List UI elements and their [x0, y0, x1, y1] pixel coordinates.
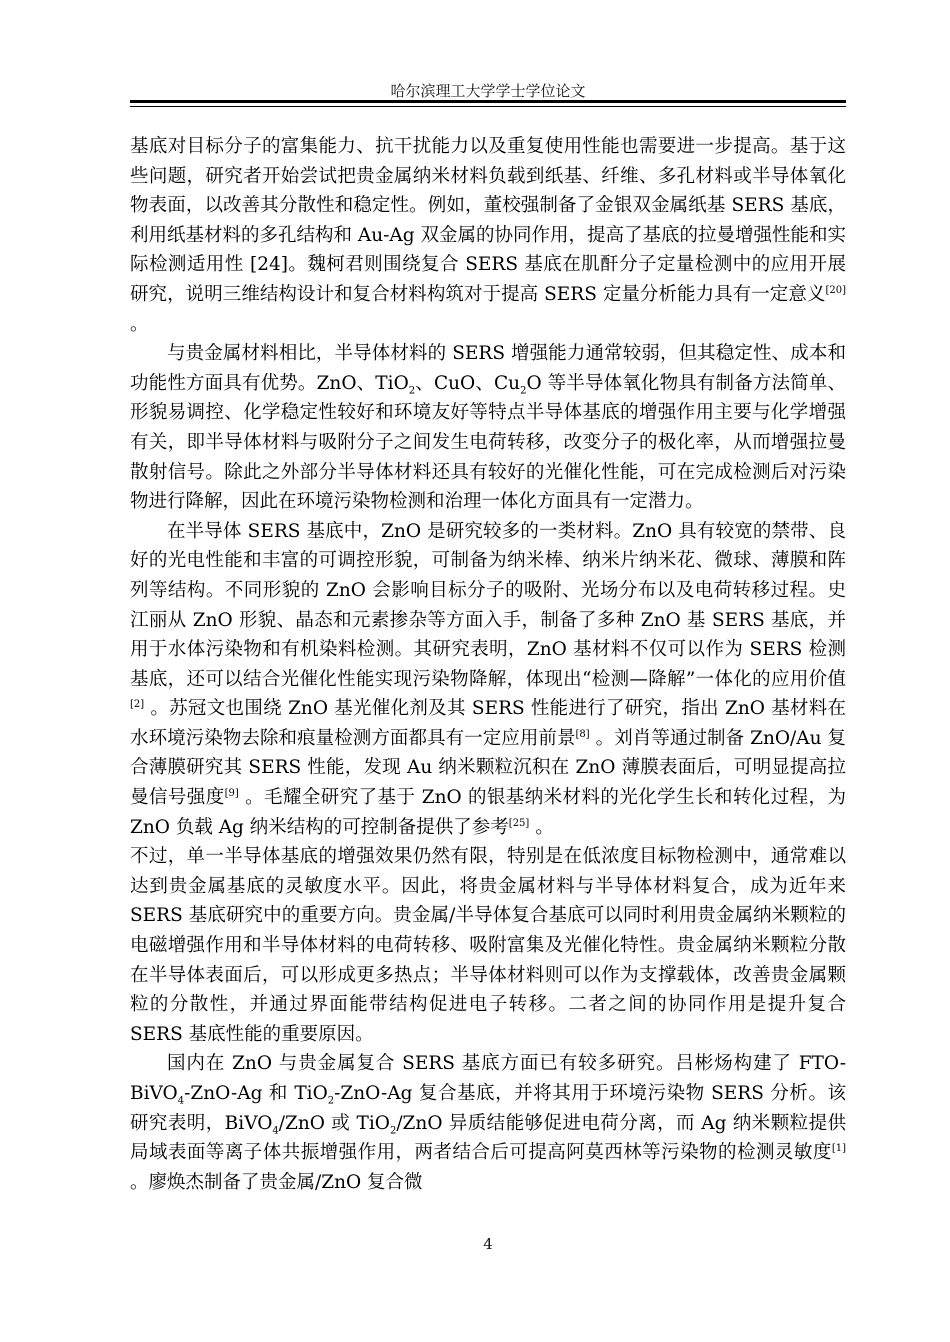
text-run: 国内在 ZnO 与贵金属复合 SERS 基底方面已有较多研究。吕彬炀构建了 FTO-BiVO	[130, 1053, 846, 1104]
subscript: 4	[272, 1125, 279, 1137]
header-rule-thin	[130, 106, 846, 107]
subscript: 2	[327, 1095, 335, 1107]
text-run: 。	[529, 816, 554, 838]
text-run: 。廖焕杰制备了贵金属/ZnO 复合微	[130, 1171, 423, 1193]
text-run: 。	[130, 313, 149, 335]
subscript: 4	[177, 1095, 185, 1107]
running-header: 哈尔滨理工大学学士学位论文	[390, 82, 586, 100]
header-rule-thick	[130, 100, 846, 103]
text-run: 基底对目标分子的富集能力、抗干扰能力以及重复使用性能也需要进一步提高。基于这些问题，研究者开始尝试把贵金属纳米材料负载到纸基、纤维、多孔材料或半导体氧化物表面，以改善其分散性和稳定性。例如，董校强制备了金银双金属纸基 SERS 基底，利用纸基材料的多孔结构和 Au-Ag 双金属的协同作用，提高了基底的拉曼增强性能和实际检测适用性 [24]。魏柯君则围绕复合 SERS 基底在肌酐分子定量检测中的应用开展研究，说明三维结构设计和复合材料构筑对于提高 SERS 定量分析能力具有一定意义	[130, 136, 846, 305]
citation-superscript: [8]	[575, 728, 590, 740]
paragraph	[130, 132, 846, 339]
subscript: 2	[408, 385, 416, 397]
text-run: -ZnO-Ag 复合基底，并将其用于环境污染物 SERS 分析。该研究表明，BiVO	[130, 1083, 846, 1134]
citation-superscript: [9]	[224, 787, 239, 799]
text-run: 不过，单一半导体基底的增强效果仍然有限，特别是在低浓度目标物检测中，通常难以达到贵金属基底的灵敏度水平。因此，将贵金属材料与半导体材料复合，成为近年来 SERS 基底研究中的重要方向。贵金属/半导体复合基底可以同时利用贵金属纳米颗粒的电磁增强作用和半导体材料的电荷转移、吸附富集及光催化特性。贵金属纳米颗粒分散在半导体表面后，可以形成更多热点；半导体材料则可以作为支撑载体，改善贵金属颗粒的分散性，并通过界面能带结构促进电子转移。二者之间的协同作用是提升复合 SERS 基底性能的重要原因。	[130, 846, 846, 1045]
paragraph	[130, 339, 846, 517]
citation-superscript: [1]	[831, 1143, 846, 1155]
paragraph	[130, 842, 846, 1049]
paragraph	[130, 1049, 846, 1197]
paragraph	[130, 517, 846, 843]
citation-superscript: [2]	[130, 699, 145, 711]
text-run: 在半导体 SERS 基底中，ZnO 是研究较多的一类材料。ZnO 具有较宽的禁带、良好的光电性能和丰富的可调控形貌，可制备为纳米棒、纳米片纳米花、微球、薄膜和阵列等结构。不同形貌的 ZnO 会影响目标分子的吸附、光场分布以及电荷转移过程。史江丽从 ZnO 形貌、晶态和元素掺杂等方面入手，制备了多种 ZnO 基 SERS 基底，并用于水体污染物和有机染料检测。其研究表明，ZnO 基材料不仅可以作为 SERS 检测基底，还可以结合光催化性能实现污染物降解，体现出“检测—降解”一体化的应用价值	[130, 520, 846, 690]
citation-superscript: [20]	[825, 284, 846, 296]
text-run: 。毛耀全研究了基于 ZnO 的银基纳米材料的光化学生长和转化过程，为 ZnO 负载 Ag 纳米结构的可控制备提供了参考	[130, 787, 846, 838]
text-run: 。刘肖等通过制备 ZnO/Au 复合薄膜研究其 SERS 性能，发现 Au 纳米颗粒沉积在 ZnO 薄膜表面后，可明显提高拉曼信号强度	[130, 727, 846, 809]
text-run: 、CuO、Cu	[415, 372, 521, 394]
body-text	[130, 132, 846, 1197]
text-run: 。苏冠文也围绕 ZnO 基光催化剂及其 SERS 性能进行了研究，指出 ZnO 基材料在水环境污染物去除和痕量检测方面都具有一定应用前景	[130, 698, 846, 749]
subscript: 2	[520, 385, 527, 397]
page-number: 4	[483, 1235, 493, 1253]
text-run: /ZnO 或 TiO	[278, 1112, 390, 1134]
text-run: /ZnO 异质结能够促进电荷分离，而 Ag 纳米颗粒提供局域表面等离子体共振增强作用，两者结合后可提高阿莫西林等污染物的检测灵敏度	[130, 1112, 847, 1164]
subscript: 2	[389, 1125, 397, 1137]
text-run: 与贵金属材料相比，半导体材料的 SERS 增强能力通常较弱，但其稳定性、成本和功能性方面具有优势。ZnO、TiO	[130, 343, 846, 394]
text-run: O 等半导体氧化物具有制备方法简单、形貌易调控、化学稳定性较好和环境友好等特点半导体基底的增强作用主要与化学增强有关，即半导体材料与吸附分子之间发生电荷转移，改变分子的极化率，从而增强拉曼散射信号。除此之外部分半导体材料还具有较好的光催化性能，可在完成检测后对污染物进行降解，因此在环境污染物检测和治理一体化方面具有一定潜力。	[130, 372, 846, 513]
text-run: -ZnO-Ag 和 TiO	[184, 1083, 328, 1104]
citation-superscript: [25]	[508, 817, 530, 829]
